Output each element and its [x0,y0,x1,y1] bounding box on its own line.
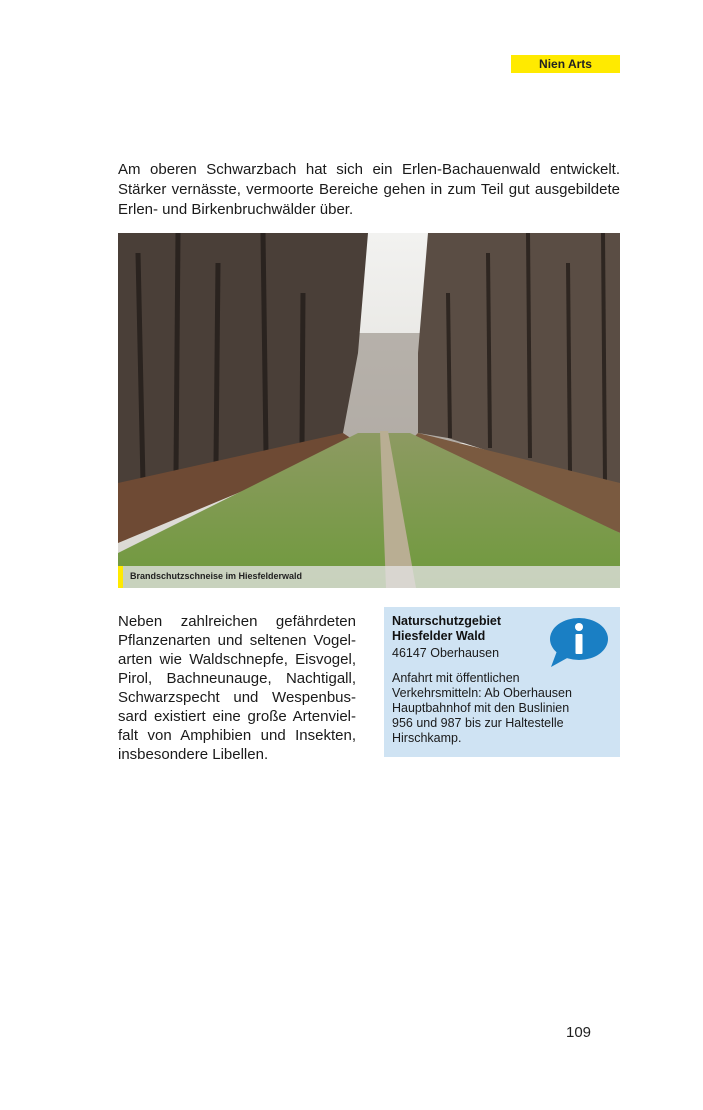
body-line: insbesondere Libellen. [118,746,269,763]
info-description-line: Verkehrsmitteln: Ab Oberhausen [392,686,572,700]
body-line: sard existiert eine große Artenviel- [118,708,356,725]
info-subtitle: Hiesfelder Wald [392,629,486,643]
info-title: Naturschutzgebiet [392,614,502,628]
info-box [384,607,620,757]
intro-line: Stärker vernässte, vermoorte Bereiche gehen in zum Teil gut ausgebildete [118,181,620,198]
page-number: 109 [566,1024,592,1041]
body-line: Pflanzenarten und seltenen Vogel- [118,632,356,649]
body-line: falt von Amphibien und Insekten, [118,727,356,744]
info-address: 46147 Oberhausen [392,646,500,660]
intro-paragraph [118,160,620,220]
intro-line: Erlen- und Birkenbruchwälder über. [118,201,354,218]
info-description-line: Hirschkamp. [392,731,462,745]
info-description-line: Hauptbahnhof mit den Buslinien [392,701,570,715]
body-line: Schwarzspecht und Wespenbus- [118,689,356,706]
info-description-line: 956 und 987 bis zur Haltestelle [392,716,564,730]
body-line: arten wie Waldschnepfe, Eisvogel, [118,651,356,668]
intro-line: Am oberen Schwarzbach hat sich ein Erlen-Bachauenwald entwickelt. [118,161,620,178]
body-line: Neben zahlreichen gefährdeten [118,613,356,630]
body-line: Pirol, Bachneunauge, Nachtigall, [118,670,356,687]
caption-accent-bar [118,566,123,588]
info-description [392,671,612,746]
section-tag: Nien Arts [511,55,620,73]
info-speech-bubble-icon [547,617,609,669]
body-paragraph [118,612,356,764]
forest-scene-illustration [118,233,620,588]
photo-caption-strip [118,566,620,588]
info-description-line: Anfahrt mit öffentlichen [392,671,520,685]
forest-photo [118,233,620,588]
photo-caption: Brandschutzschneise im Hiesfelderwald [130,571,303,581]
